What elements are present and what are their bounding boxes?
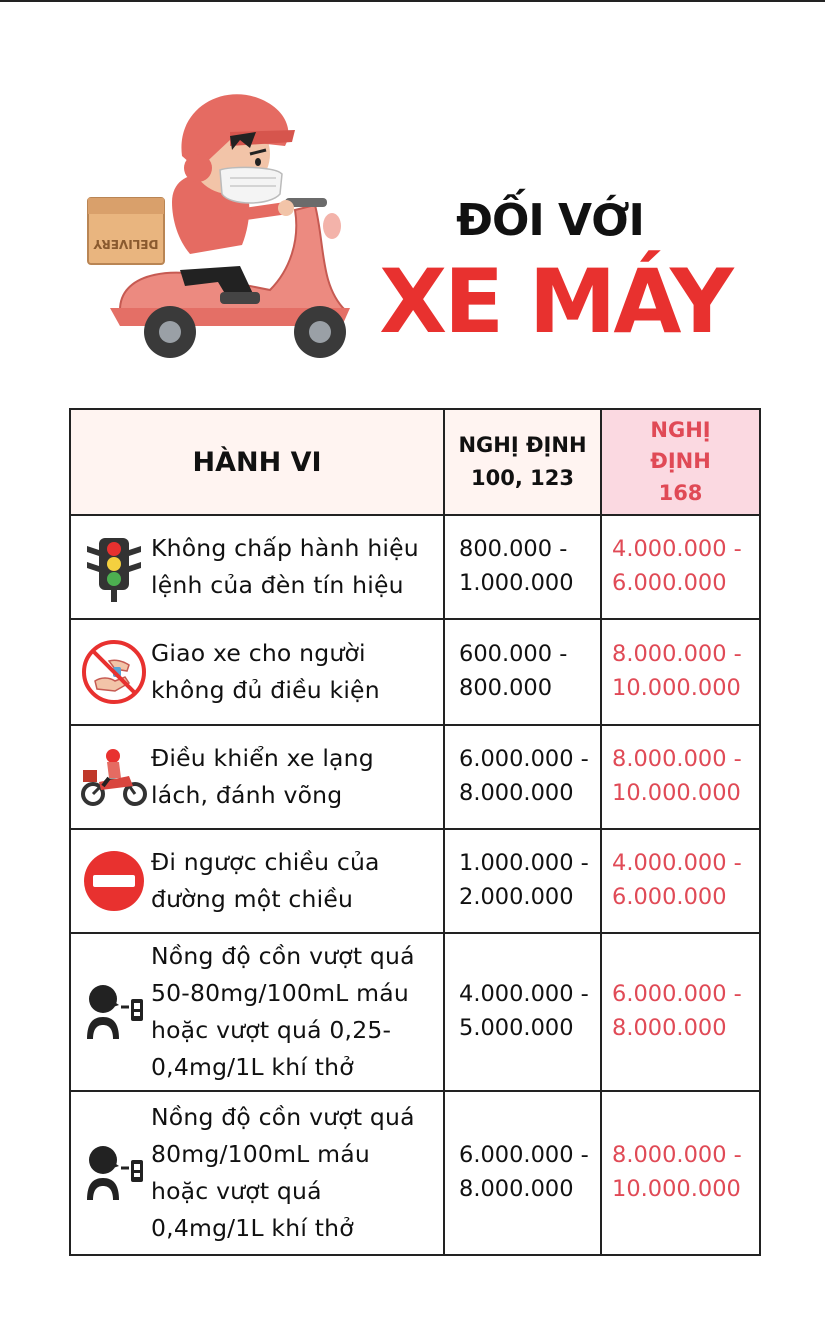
behavior-line: 0,4mg/1L khí thở <box>151 1214 354 1243</box>
header-old-decree: NGHỊ ĐỊNH 100, 123 <box>444 409 601 515</box>
new-fine-cell: 8.000.000 - 10.000.000 <box>601 1091 760 1255</box>
behavior-cell <box>70 619 444 725</box>
new-fine-cell: 8.000.000 - 10.000.000 <box>601 619 760 725</box>
motorcycle-rider-icon <box>79 742 149 812</box>
behavior-cell <box>70 725 444 829</box>
behavior-line: 80mg/100mL máu <box>151 1139 370 1168</box>
old-fine-cell: 600.000 - 800.000 <box>444 619 601 725</box>
title-line-1: ĐỐI VỚI <box>456 195 644 246</box>
old-fine-cell: 6.000.000 - 8.000.000 <box>444 1091 601 1255</box>
title-line-2: XE MÁY <box>379 250 731 353</box>
header-new-decree: NGHỊ ĐỊNH 168 <box>601 409 760 515</box>
table-row <box>70 725 760 829</box>
behavior-line: 0,4mg/1L khí thở <box>151 1053 354 1082</box>
delivery-box-label: DELIVERY <box>93 237 159 251</box>
table-row <box>70 1091 760 1255</box>
behavior-line: Đi ngược chiều của <box>151 847 380 876</box>
behavior-line: hoặc vượt quá 0,25- <box>151 1016 392 1044</box>
behavior-line: Nồng độ cồn vượt quá <box>151 1102 415 1131</box>
behavior-line: không đủ điều kiện <box>151 676 380 704</box>
behavior-line: Nồng độ cồn vượt quá <box>151 941 415 970</box>
no-key-handover-icon <box>79 637 149 707</box>
old-fine-cell: 4.000.000 - 5.000.000 <box>444 933 601 1091</box>
new-fine-cell: 4.000.000 - 6.000.000 <box>601 829 760 933</box>
behavior-line: 50-80mg/100mL máu <box>151 978 409 1007</box>
behavior-line: hoặc vượt quá <box>151 1177 322 1205</box>
table-row <box>70 933 760 1091</box>
table-row <box>70 829 760 933</box>
behavior-cell <box>70 933 444 1091</box>
delivery-scooter-illustration <box>80 70 365 365</box>
table-row <box>70 515 760 619</box>
new-fine-cell: 6.000.000 - 8.000.000 <box>601 933 760 1091</box>
old-fine-cell: 800.000 - 1.000.000 <box>444 515 601 619</box>
behavior-line: Giao xe cho người <box>151 638 366 667</box>
behavior-line: Điều khiển xe lạng <box>151 743 374 772</box>
new-fine-cell: 8.000.000 - 10.000.000 <box>601 725 760 829</box>
traffic-light-icon <box>79 532 149 602</box>
fines-table <box>69 408 761 1256</box>
header <box>0 60 825 380</box>
table-header-row <box>70 409 760 515</box>
behavior-line: lách, đánh võng <box>151 781 343 809</box>
top-border-line <box>0 0 825 2</box>
breathalyzer-icon <box>79 1138 149 1208</box>
old-fine-cell: 6.000.000 - 8.000.000 <box>444 725 601 829</box>
behavior-cell <box>70 829 444 933</box>
header-behavior: HÀNH VI <box>70 409 444 515</box>
old-fine-cell: 1.000.000 - 2.000.000 <box>444 829 601 933</box>
new-fine-cell: 4.000.000 - 6.000.000 <box>601 515 760 619</box>
no-entry-icon <box>79 846 149 916</box>
behavior-cell <box>70 515 444 619</box>
table-row <box>70 619 760 725</box>
behavior-line: đường một chiều <box>151 885 354 913</box>
behavior-cell <box>70 1091 444 1255</box>
behavior-line: Không chấp hành hiệu <box>151 533 419 562</box>
behavior-line: lệnh của đèn tín hiệu <box>151 571 404 599</box>
breathalyzer-icon <box>79 977 149 1047</box>
